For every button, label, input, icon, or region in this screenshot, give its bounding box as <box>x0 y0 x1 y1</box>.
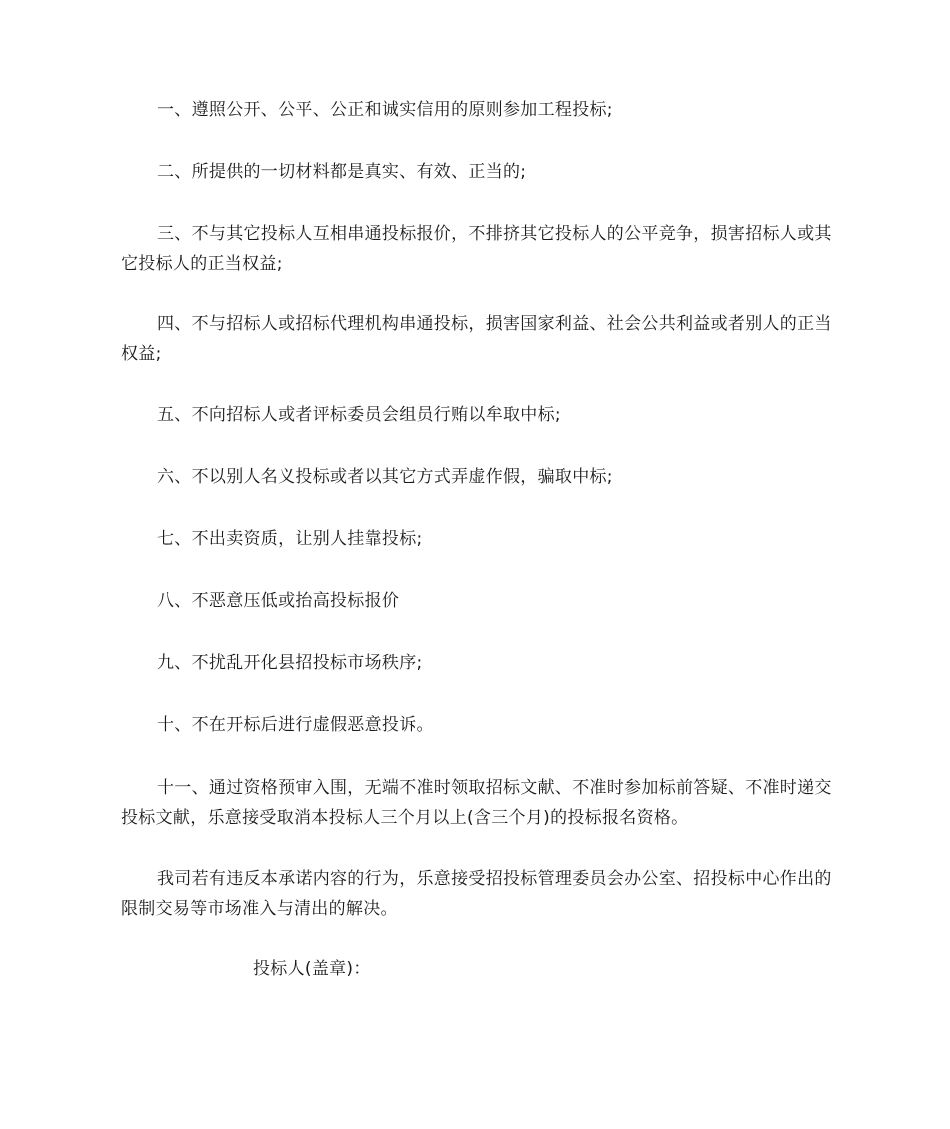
clause-7: 七、不出卖资质，让别人挂靠投标; <box>157 529 423 549</box>
clause-11: 十一、通过资格预审入围，无端不准时领取招标文献、不准时参加标前答疑、不准时递交投标文献，乐意接受取消本投标人三个月以上(含三个月)的投标报名资格。 <box>121 778 832 828</box>
clause-3: 三、不与其它投标人互相串通投标报价，不排挤其它投标人的公平竞争，损害招标人或其它投标人的正当权益; <box>121 224 832 274</box>
clause-6: 六、不以别人名义投标或者以其它方式弄虚作假，骗取中标; <box>157 467 613 487</box>
clause-1: 一、遵照公开、公平、公正和诚实信用的原则参加工程投标; <box>157 100 613 120</box>
clause-2: 二、所提供的一切材料都是真实、有效、正当的; <box>157 162 527 182</box>
clause-10: 十、不在开标后进行虚假恶意投诉。 <box>157 715 434 735</box>
clause-5: 五、不向招标人或者评标委员会组员行贿以牟取中标; <box>157 405 561 425</box>
clause-9: 九、不扰乱开化县招投标市场秩序; <box>157 653 423 673</box>
clause-8: 八、不恶意压低或抬高投标报价 <box>157 591 400 611</box>
commitment-statement: 我司若有违反本承诺内容的行为，乐意接受招投标管理委员会办公室、招投标中心作出的限制交易等市场准入与清出的解决。 <box>121 869 832 919</box>
clause-4: 四、不与招标人或招标代理机构串通投标，损害国家利益、社会公共利益或者别人的正当权益; <box>121 314 832 364</box>
signature-label: 投标人(盖章)： <box>253 959 371 979</box>
